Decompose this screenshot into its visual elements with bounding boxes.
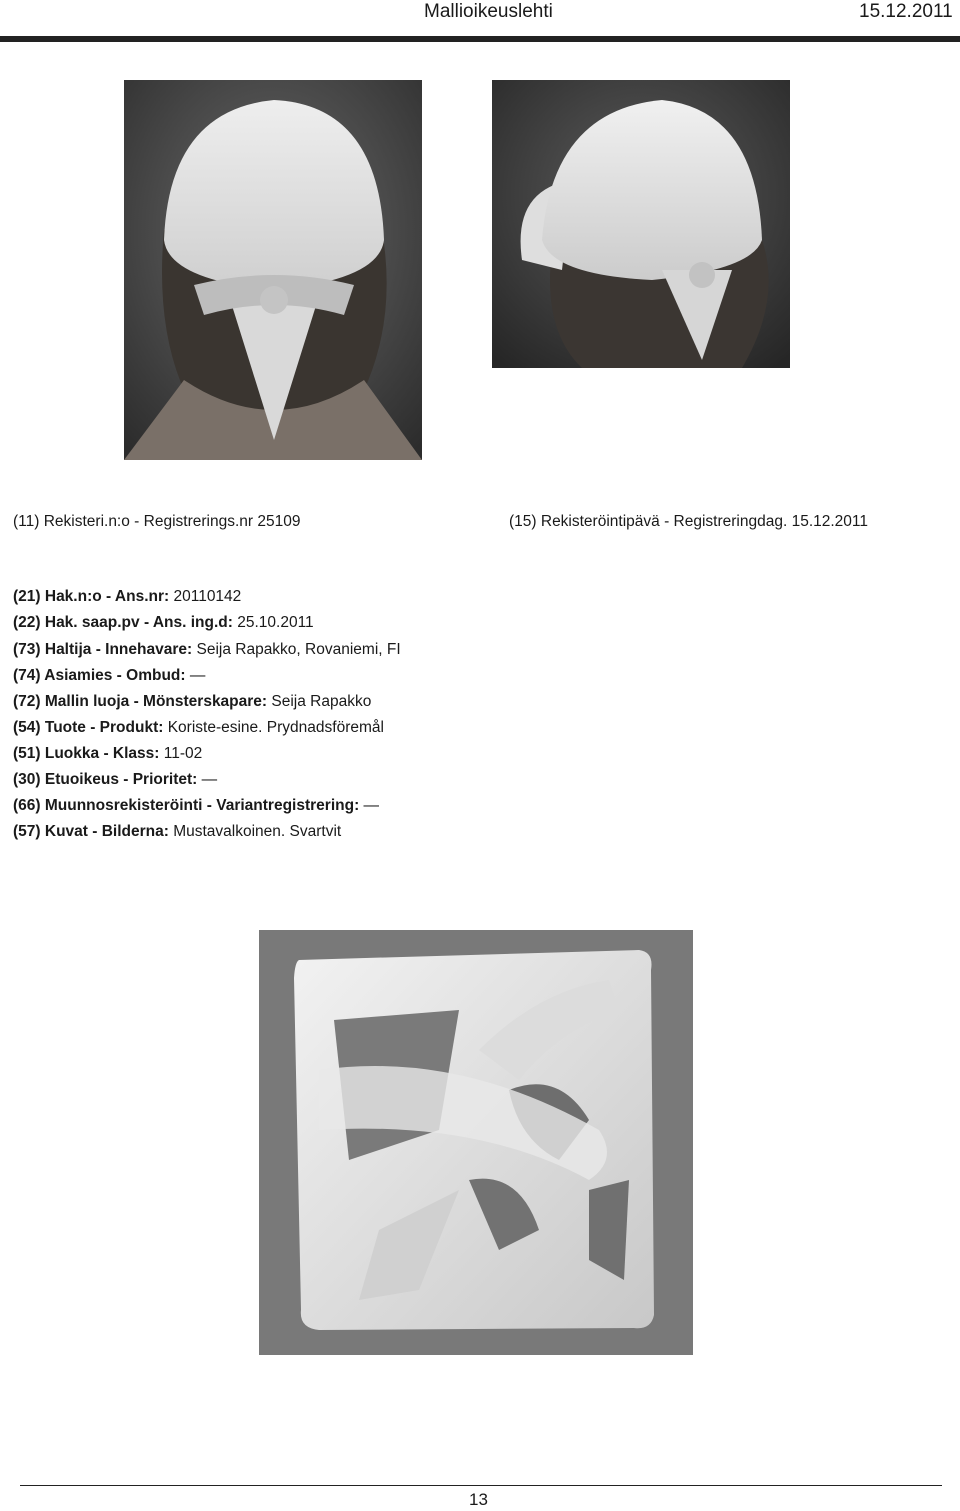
publication-title: Mallioikeuslehti bbox=[424, 1, 553, 22]
field-label: (54) Tuote - Produkt: bbox=[13, 719, 164, 736]
field-label: (21) Hak.n:o - Ans.nr: bbox=[13, 588, 170, 605]
field-class bbox=[13, 744, 202, 764]
field-label: (30) Etuoikeus - Prioritet: bbox=[13, 771, 198, 788]
field-label: (57) Kuvat - Bilderna: bbox=[13, 823, 169, 840]
field-images bbox=[13, 822, 341, 842]
field-value: 25.10.2011 bbox=[237, 614, 314, 631]
field-label: (22) Hak. saap.pv - Ans. ing.d: bbox=[13, 614, 233, 631]
registration-date: (15) Rekisteröintipävä - Registreringdag. 15.12.2011 bbox=[509, 513, 868, 530]
field-product bbox=[13, 718, 384, 738]
photo-decorative-tile bbox=[259, 930, 693, 1355]
photo-headscarf-cap bbox=[492, 80, 790, 368]
field-label: (51) Luokka - Klass: bbox=[13, 745, 160, 762]
field-filing-date bbox=[13, 613, 314, 633]
field-label: (66) Muunnosrekisteröinti - Variantregistrering: bbox=[13, 797, 360, 814]
registration-number: (11) Rekisteri.n:o - Registrerings.nr 25109 bbox=[13, 513, 301, 530]
field-label: (73) Haltija - Innehavare: bbox=[13, 641, 193, 658]
header-rule bbox=[0, 36, 960, 42]
field-application-number bbox=[13, 587, 241, 607]
field-value: 11-02 bbox=[163, 745, 203, 762]
field-priority bbox=[13, 770, 217, 790]
field-label: (72) Mallin luoja - Mönsterskapare: bbox=[13, 693, 268, 710]
field-value: — bbox=[201, 771, 218, 788]
field-label: (74) Asiamies - Ombud: bbox=[13, 667, 186, 684]
page-number: 13 bbox=[469, 1490, 488, 1509]
publication-date: 15.12.2011 bbox=[859, 1, 953, 22]
field-agent bbox=[13, 666, 205, 686]
field-holder bbox=[13, 640, 401, 660]
field-value: Koriste-esine. Prydnadsföremål bbox=[167, 719, 384, 736]
field-value: Seija Rapakko, Rovaniemi, FI bbox=[196, 641, 401, 658]
field-value: Seija Rapakko bbox=[271, 693, 372, 710]
field-variant-registration bbox=[13, 796, 379, 816]
footer-rule bbox=[20, 1485, 942, 1486]
photo-headscarf-back bbox=[124, 80, 422, 460]
field-value: 20110142 bbox=[173, 588, 242, 605]
field-designer bbox=[13, 692, 371, 712]
field-value: Mustavalkoinen. Svartvit bbox=[173, 823, 342, 840]
field-value: — bbox=[363, 797, 380, 814]
field-value: — bbox=[189, 667, 206, 684]
